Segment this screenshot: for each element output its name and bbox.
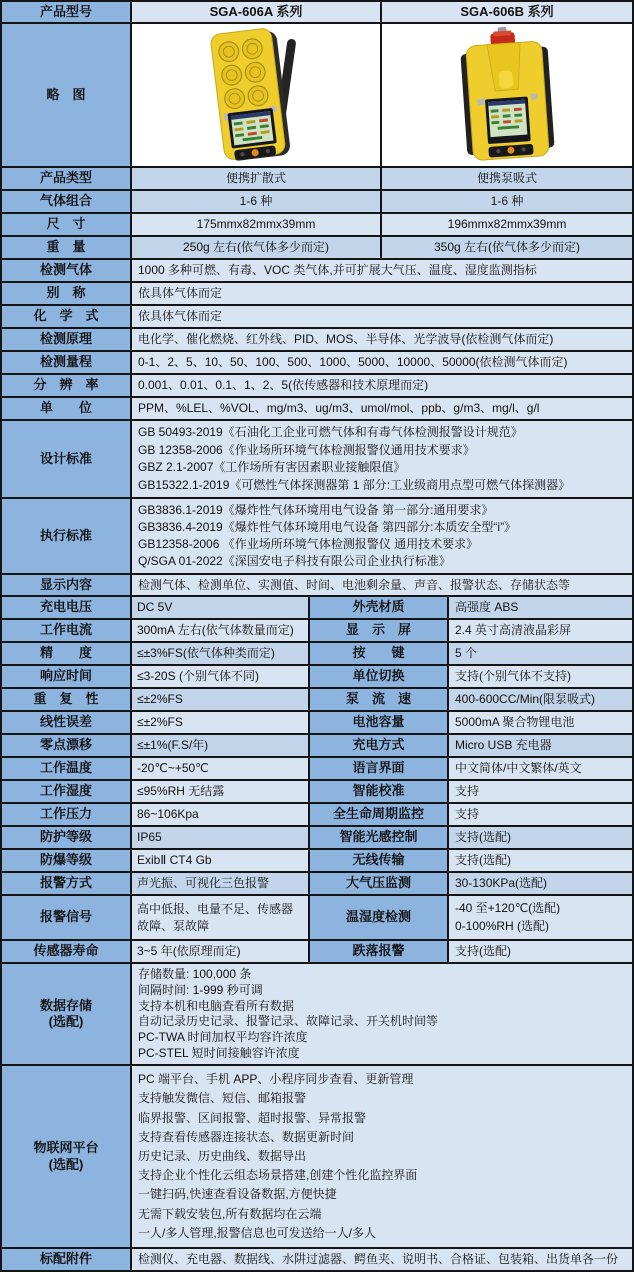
value-product-type-b: 便携泵吸式 xyxy=(382,168,632,189)
label-working-temperature: 工作温度 xyxy=(2,758,130,779)
label-display-content: 显示内容 xyxy=(2,575,130,595)
iot-platform-line: 一人/多人管理,报警信息也可发送给一人/多人 xyxy=(138,1225,377,1240)
label-iot-platform-optional: (选配) xyxy=(48,1156,84,1172)
iot-platform-line: 支持企业个性化云组态场景搭建,创建个性化监控界面 xyxy=(138,1168,418,1183)
label-data-storage-optional: (选配) xyxy=(48,1014,84,1029)
label-detection-principle: 检测原理 xyxy=(2,329,130,350)
label-data-storage xyxy=(2,964,130,1064)
label-drop-alarm: 跌落报警 xyxy=(310,941,447,962)
label-battery-capacity: 电池容量 xyxy=(310,712,447,733)
value-standard-accessories: 检测仪、充电器、数据线、水阱过滤器、鳄鱼夹、说明书、合格证、包装箱、出货单各一份 xyxy=(132,1249,632,1270)
value-response-time: ≤3-20S (个别气体不同) xyxy=(132,666,308,687)
label-iot-platform-title: 物联网平台 xyxy=(33,1140,99,1156)
label-executive-standards: 执行标准 xyxy=(2,499,130,573)
device-b-cell xyxy=(382,24,632,166)
value-working-temperature: -20℃~+50℃ xyxy=(132,758,308,779)
label-working-current: 工作电流 xyxy=(2,620,130,641)
value-drop-alarm: 支持(选配) xyxy=(449,941,632,962)
iot-platform-line: PC 端平台、手机 APP、小程序同步查看、更新管理 xyxy=(138,1072,414,1087)
iot-platform-line: 支持查看传感器连接状态、数据更新时间 xyxy=(138,1129,355,1144)
label-light-sense-control: 智能光感控制 xyxy=(310,827,447,848)
value-units: PPM、%LEL、%VOL、mg/m3、ug/m3、umol/mol、ppb、g/m3、mg/l、g/l xyxy=(132,398,632,419)
value-buttons: 5 个 xyxy=(449,643,632,664)
value-linearity-error: ≤±2%FS xyxy=(132,712,308,733)
value-pump-flow-rate: 400-600CC/Min(限泵吸式) xyxy=(449,689,632,710)
label-accuracy: 精 度 xyxy=(2,643,130,664)
label-repeatability: 重 复 性 xyxy=(2,689,130,710)
value-protection-rating: IP65 xyxy=(132,827,308,848)
executive-standard-line: GB3836.1-2019《爆炸性气体环境用电气设备 第一部分:通用要求》 xyxy=(138,503,494,517)
device-a-cell xyxy=(132,24,380,166)
label-charging-method: 充电方式 xyxy=(310,735,447,756)
design-standard-line: GB15322.1-2019《可燃性气体探测器第 1 部分:工业级商用点型可燃气体探测器》 xyxy=(138,477,571,492)
value-alias: 依具体气体而定 xyxy=(132,283,632,304)
value-design-standards xyxy=(132,421,632,497)
value-chemical-formula: 依具体气体而定 xyxy=(132,306,632,327)
data-storage-line: PC-STEL 短时间接触容许浓度 xyxy=(138,1046,300,1061)
temp-humidity-line: -40 至+120℃(选配) xyxy=(455,901,561,915)
executive-standard-line: GB3836.4-2019《爆炸性气体环境用电气设备 第四部分:本质安全型“i”》 xyxy=(138,520,517,534)
label-data-storage-title: 数据存储 xyxy=(39,997,92,1013)
value-battery-capacity: 5000mA 聚合物锂电池 xyxy=(449,712,632,733)
executive-standard-line: GB12358-2006 《作业场所环境气体检测报警仪 通用技术要求》 xyxy=(138,537,479,551)
label-gas-combination: 气体组合 xyxy=(2,191,130,212)
label-pressure-monitoring: 大气压监测 xyxy=(310,873,447,894)
device-b-image xyxy=(440,26,575,164)
iot-platform-line: 支持触发微信、短信、邮箱报警 xyxy=(138,1091,307,1106)
label-lifecycle-monitoring: 全生命周期监控 xyxy=(310,804,447,825)
value-unit-switch: 支持(个别气体不支持) xyxy=(449,666,632,687)
label-pump-flow-rate: 泵 流 速 xyxy=(310,689,447,710)
label-sensor-life: 传感器寿命 xyxy=(2,941,130,962)
label-product-type: 产品类型 xyxy=(2,168,130,189)
value-working-pressure: 86~106Kpa xyxy=(132,804,308,825)
value-charging-voltage: DC 5V xyxy=(132,597,308,618)
label-alarm-mode: 报警方式 xyxy=(2,873,130,894)
header-series-b: SGA-606B 系列 xyxy=(382,2,632,22)
label-protection-rating: 防护等级 xyxy=(2,827,130,848)
design-standard-line: GB 12358-2006《作业场所环境气体检测报警仪通用技术要求》 xyxy=(138,442,475,457)
header-series-a: SGA-606A 系列 xyxy=(132,2,380,22)
value-working-current: 300mA 左右(依气体数量而定) xyxy=(132,620,308,641)
value-executive-standards xyxy=(132,499,632,573)
label-smart-calibration: 智能校准 xyxy=(310,781,447,802)
iot-platform-line: 历史记录、历史曲线、数据导出 xyxy=(138,1148,307,1163)
value-dimensions-b: 196mmx82mmx39mm xyxy=(382,214,632,235)
device-a-image xyxy=(182,26,330,164)
label-detected-gases: 检测气体 xyxy=(2,260,130,281)
value-light-sense-control: 支持(选配) xyxy=(449,827,632,848)
value-data-storage xyxy=(132,964,632,1064)
label-linearity-error: 线性误差 xyxy=(2,712,130,733)
temp-humidity-line: 0-100%RH (选配) xyxy=(455,919,550,933)
value-case-material: 高强度 ABS xyxy=(449,597,632,618)
label-detection-range: 检测量程 xyxy=(2,352,130,373)
label-working-pressure: 工作压力 xyxy=(2,804,130,825)
label-buttons: 按 键 xyxy=(310,643,447,664)
value-product-type-a: 便携扩散式 xyxy=(132,168,380,189)
label-chemical-formula: 化 学 式 xyxy=(2,306,130,327)
label-wireless-transmission: 无线传输 xyxy=(310,850,447,871)
label-standard-accessories: 标配附件 xyxy=(2,1249,130,1270)
iot-platform-line: 一键扫码,快速查看设备数据,方便快捷 xyxy=(138,1187,337,1202)
value-pressure-monitoring: 30-130KPa(选配) xyxy=(449,873,632,894)
value-gas-combination-a: 1-6 种 xyxy=(132,191,380,212)
label-alarm-signal: 报警信号 xyxy=(2,896,130,939)
label-sketch: 略 图 xyxy=(2,24,130,166)
value-temp-humidity-detection xyxy=(449,896,632,939)
value-zero-drift: ≤±1%(F.S/年) xyxy=(132,735,308,756)
iot-platform-line: 临界报警、区间报警、超时报警、异常报警 xyxy=(138,1110,367,1125)
value-alarm-mode: 声光振、可视化三色报警 xyxy=(132,873,308,894)
label-charging-voltage: 充电电压 xyxy=(2,597,130,618)
value-weight-a: 250g 左右(依气体多少而定) xyxy=(132,237,380,258)
design-standard-line: GBZ 2.1-2007《工作场所有害因素职业接触限值》 xyxy=(138,460,406,475)
design-standard-line: GB 50493-2019《石油化工企业可燃气体和有毒气体检测报警设计规范》 xyxy=(138,425,523,440)
label-product-model: 产品型号 xyxy=(2,2,130,22)
value-lifecycle-monitoring: 支持 xyxy=(449,804,632,825)
label-resolution: 分 辨 率 xyxy=(2,375,130,396)
value-gas-combination-b: 1-6 种 xyxy=(382,191,632,212)
value-charging-method: Micro USB 充电器 xyxy=(449,735,632,756)
data-storage-line: 间隔时间: 1-999 秒可调 xyxy=(138,982,263,997)
value-detection-range: 0-1、2、5、10、50、100、500、1000、5000、10000、50000(依检测气体而定) xyxy=(132,352,632,373)
value-accuracy: ≤±3%FS(依气体种类而定) xyxy=(132,643,308,664)
label-display-screen: 显 示 屏 xyxy=(310,620,447,641)
executive-standard-line: Q/SGA 01-2022《深国安电子科技有限公司企业执行标准》 xyxy=(138,554,451,568)
iot-platform-line: 无需下载安装包,所有数据均在云端 xyxy=(138,1206,322,1221)
label-zero-drift: 零点漂移 xyxy=(2,735,130,756)
data-storage-line: 支持本机和电脑查看所有数据 xyxy=(138,998,295,1013)
value-display-screen: 2.4 英寸高清液晶彩屏 xyxy=(449,620,632,641)
label-case-material: 外壳材质 xyxy=(310,597,447,618)
value-detection-principle: 电化学、催化燃烧、红外线、PID、MOS、半导体、光学波导(依检测气体而定) xyxy=(132,329,632,350)
value-wireless-transmission: 支持(选配) xyxy=(449,850,632,871)
label-explosion-proof-rating: 防爆等级 xyxy=(2,850,130,871)
value-weight-b: 350g 左右(依气体多少而定) xyxy=(382,237,632,258)
value-detected-gases: 1000 多种可燃、有毒、VOC 类气体,并可扩展大气压、温度、湿度监测指标 xyxy=(132,260,632,281)
value-dimensions-a: 175mmx82mmx39mm xyxy=(132,214,380,235)
value-smart-calibration: 支持 xyxy=(449,781,632,802)
value-language-interface: 中文简体/中文繁体/英文 xyxy=(449,758,632,779)
value-working-humidity: ≤95%RH 无结露 xyxy=(132,781,308,802)
label-dimensions: 尺 寸 xyxy=(2,214,130,235)
label-units: 单 位 xyxy=(2,398,130,419)
label-language-interface: 语言界面 xyxy=(310,758,447,779)
label-working-humidity: 工作湿度 xyxy=(2,781,130,802)
label-design-standards: 设计标准 xyxy=(2,421,130,497)
label-temp-humidity-detection: 温湿度检测 xyxy=(310,896,447,939)
value-alarm-signal: 高中低报、电量不足、传感器故障、泵故障 xyxy=(132,896,308,939)
value-display-content: 检测气体、检测单位、实测值、时间、电池剩余量、声音、报警状态、存储状态等 xyxy=(132,575,632,595)
data-storage-line: 存储数量: 100,000 条 xyxy=(138,966,252,981)
label-iot-platform xyxy=(2,1066,130,1247)
value-sensor-life: 3~5 年(依原理而定) xyxy=(132,941,308,962)
value-resolution: 0.001、0.01、0.1、1、2、5(依传感器和技术原理而定) xyxy=(132,375,632,396)
value-iot-platform xyxy=(132,1066,632,1247)
label-weight: 重 量 xyxy=(2,237,130,258)
label-alias: 别 称 xyxy=(2,283,130,304)
value-explosion-proof-rating: ExibⅡ CT4 Gb xyxy=(132,850,308,871)
value-repeatability: ≤±2%FS xyxy=(132,689,308,710)
label-unit-switch: 单位切换 xyxy=(310,666,447,687)
label-response-time: 响应时间 xyxy=(2,666,130,687)
data-storage-line: PC-TWA 时间加权平均容许浓度 xyxy=(138,1030,308,1045)
data-storage-line: 自动记录历史记录、报警记录、故障记录、开关机时间等 xyxy=(138,1014,439,1029)
